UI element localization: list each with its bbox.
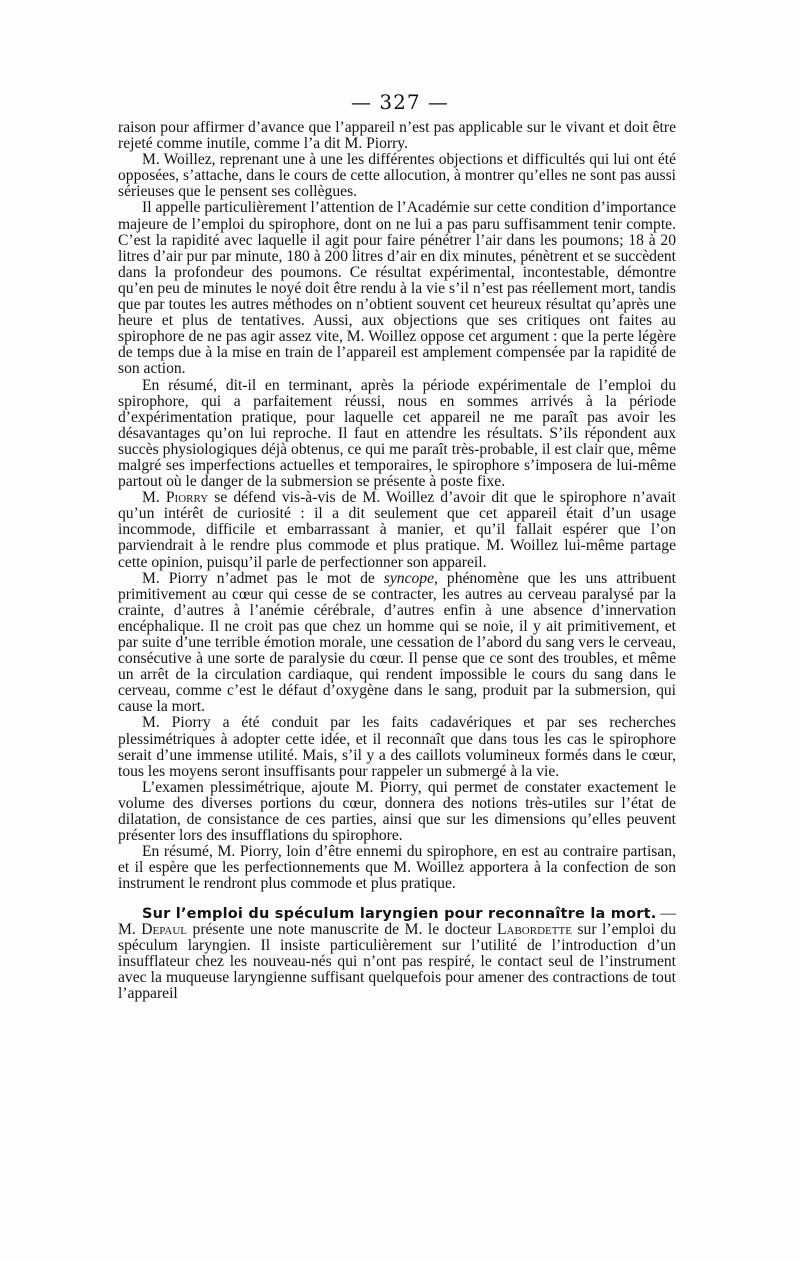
paragraph-2: M. Woillez, reprenant une à une les différentes objections et difficultés qui lui ont été opposées, s’attache, dans le cours de cette allocution, à montrer qu’elles ne sont pas aussi sérieuses que le pensent ses collègues. xyxy=(118,151,676,201)
section-paragraph xyxy=(118,906,676,1003)
paragraph-9: En résumé, M. Piorry, loin d’être ennemi du spirophore, en est au contraire partisan, et il espère que les perfectionnements que M. Woillez apportera à la confection de son instrument le rendront plus commode et plus pratique. xyxy=(118,843,676,893)
section-text-2: sur l’emploi du spéculum laryngien. Il insiste particulièrement sur l’utilité de l’introduction d’un insufflateur chez les nouveau-nés qui n’ont pas respiré, le contact seul de l’instrument avec la muqueuse laryngienne suffisant quelquefois pour amener des contractions de tout l’appareil xyxy=(118,920,676,1002)
paragraph-4: En résumé, dit-il en terminant, après la période expérimentale de l’emploi du spirophore, qui a parfaitement réussi, nous en sommes arrivés à la période d’expérimentation pratique, pour laquelle cet appareil ne me paraît pas avoir les désavantages qu’on lui reproche. Il faut en attendre les résultats. S’ils répondent aux succès physiologiques déjà obtenus, ce qui me paraît très-probable, il est clair que, même malgré ses imperfections actuelles et temporaires, le spirophore s’imposera de lui-même partout où le danger de la submersion se présente à poste fixe. xyxy=(118,376,676,491)
section-heading: Sur l’emploi du spéculum laryngien pour reconnaître la mort. xyxy=(142,905,657,922)
section-text-1: présente une note manuscrite de M. le docteur xyxy=(187,920,497,938)
author-name: Labordette xyxy=(497,920,572,938)
paragraph-7: M. Piorry a été conduit par les faits cadavériques et par ses recherches plessimétriques à adopter cette idée, et il reconnaît que dans tous les cas le spirophore serait d’une immense utilité. Mais, s’il y a des caillots volumineux formés dans le cœur, tous les moyens seront insuffisants pour rappeler un submergé à la vie. xyxy=(118,714,676,780)
section-dash: — M. xyxy=(118,904,676,938)
italic-term: syncope xyxy=(383,569,435,587)
speaker-name: M. Piorry xyxy=(142,489,209,507)
paragraph-3: Il appelle particulièrement l’attention de l’Académie sur cette condition d’importance majeure de l’emploi du spirophore, dont on ne lui a pas paru suffisamment tenir compte. C’est la rapidité avec laquelle il agit pour faire pénétrer l’air dans les poumons; 18 à 20 litres d’air pur par minute, 180 à 200 litres d’air en dix minutes, pénètrent et se succèdent dans la profondeur des poumons. Ce résultat expérimental, incontestable, démontre qu’en peu de minutes le noyé doit être rendu à la vie s’il n’est pas réellement mort, tandis que par toutes les autres méthodes on n’obtient souvent cet heureux résultat qu’après une heure et plus de tentatives. Aussi, aux objections que ses critiques ont faites au spirophore de ne pas agir assez vite, M. Woillez oppose cet argument : que la perte légère de temps due à la mise en train de l’appareil est amplement compensée par la rapidité de son action. xyxy=(118,199,676,378)
presenter-name: Depaul xyxy=(141,920,187,938)
paragraph-8: L’examen plessimétrique, ajoute M. Piorry, qui permet de constater exactement le volume des diverses portions du cœur, donnera des notions très-utiles sur l’état de dilatation, de consistance de ces parties, ainsi que sur les dimensions qu’elles peuvent présenter lors des insufflations du spirophore. xyxy=(118,778,676,845)
paragraph-6-after: , phénomène que les uns attribuent primitivement au cœur qui cesse de se contracter, les autres au cerveau paralysé par la crainte, d’autres à l’anémie cérébrale, d’autres enfin à une absence d’innervation encéphalique. Il ne croit pas que chez un homme qui se noie, il y ait primitivement, et par suite d’une terrible émotion morale, une cessation de l’abord du sang vers le cerveau, consécutive à une sorte de paralysie du cœur. Il pense que ce sont des troubles, et même un arrêt de la circulation cardiaque, qui rendent impossible le cours du sang dans le cerveau, comme c’est le défaut d’oxygène dans le sang, produit par la submersion, qui cause la mort. xyxy=(118,569,676,716)
paragraph-6 xyxy=(118,571,676,716)
paragraph-1: raison pour affirmer d’avance que l’appareil n’est pas applicable sur le vivant et doit être rejeté comme inutile, comme l’a dit M. Piorry. xyxy=(118,119,676,153)
paragraph-6-before: M. Piorry n’admet pas le mot de xyxy=(142,569,384,587)
body-text xyxy=(118,120,676,1002)
paragraph-5 xyxy=(118,490,676,570)
page-number: — 327 — xyxy=(351,90,449,114)
paragraph-5-text: se défend vis-à-vis de M. Woillez d’avoir dit que le spirophore n’avait qu’un intérêt de curiosité : il a dit seulement que cet appareil était d’un usage incommode, difficile et embarrassant à manier, et qu’il fallait espérer que l’on parviendrait à le rendre plus commode et plus pratique. M. Woillez lui-même partage cette opinion, puisqu’il parle de perfectionner son appareil. xyxy=(118,489,677,571)
